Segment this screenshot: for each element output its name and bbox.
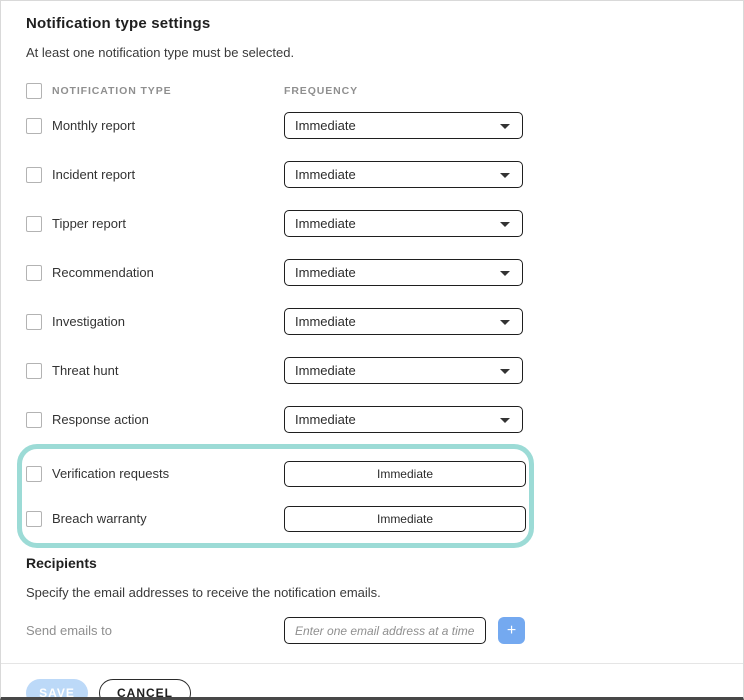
chevron-down-icon	[500, 369, 510, 374]
table-row	[26, 346, 718, 395]
action-bar	[1, 664, 743, 700]
frequency-dropdown[interactable]	[284, 210, 523, 237]
frequency-value: Immediate	[295, 265, 356, 280]
row-checkbox[interactable]	[26, 412, 42, 428]
row-label: Incident report	[52, 167, 136, 182]
frequency-value: Immediate	[295, 167, 356, 182]
row-label: Verification requests	[52, 466, 170, 481]
frequency-value: Immediate	[295, 363, 356, 378]
chevron-down-icon	[500, 222, 510, 227]
row-label: Threat hunt	[52, 363, 119, 378]
recipients-title: Recipients	[26, 555, 97, 571]
plus-icon: +	[506, 621, 517, 639]
frequency-dropdown[interactable]	[284, 161, 523, 188]
row-checkbox[interactable]	[26, 118, 42, 134]
frequency-dropdown[interactable]	[284, 357, 523, 384]
row-checkbox[interactable]	[26, 511, 42, 527]
add-email-button[interactable]	[498, 617, 525, 644]
frequency-dropdown[interactable]	[284, 308, 523, 335]
cancel-button[interactable]: CANCEL	[99, 679, 191, 700]
row-label: Response action	[52, 412, 149, 427]
frequency-button[interactable]	[284, 506, 526, 532]
frequency-value: Immediate	[295, 412, 356, 427]
chevron-down-icon	[500, 271, 510, 276]
frequency-value: Immediate	[295, 118, 356, 133]
row-checkbox[interactable]	[26, 314, 42, 330]
row-checkbox[interactable]	[26, 216, 42, 232]
table-header-row	[26, 81, 718, 101]
frequency-value: Immediate	[295, 314, 356, 329]
page-subtitle: At least one notification type must be selected.	[26, 45, 295, 60]
table-row-highlighted	[26, 496, 529, 541]
row-label: Breach warranty	[52, 511, 147, 526]
column-header-frequency: FREQUENCY	[284, 85, 359, 97]
chevron-down-icon	[500, 418, 510, 423]
row-checkbox[interactable]	[26, 265, 42, 281]
frequency-dropdown[interactable]	[284, 406, 523, 433]
column-header-notification-type: NOTIFICATION TYPE	[52, 85, 172, 97]
select-all-checkbox[interactable]	[26, 83, 42, 99]
chevron-down-icon	[500, 173, 510, 178]
frequency-value: Immediate	[295, 216, 356, 231]
row-checkbox[interactable]	[26, 466, 42, 482]
email-input[interactable]	[284, 617, 486, 644]
row-checkbox[interactable]	[26, 363, 42, 379]
send-emails-row	[26, 617, 718, 644]
frequency-dropdown[interactable]	[284, 259, 523, 286]
highlight-outline	[17, 444, 534, 548]
row-label: Monthly report	[52, 118, 136, 133]
chevron-down-icon	[500, 124, 510, 129]
save-button[interactable]: SAVE	[26, 679, 88, 700]
chevron-down-icon	[500, 320, 510, 325]
table-row	[26, 150, 718, 199]
recipients-description: Specify the email addresses to receive the notification emails.	[26, 585, 381, 600]
row-checkbox[interactable]	[26, 167, 42, 183]
table-row-highlighted	[26, 451, 529, 496]
row-label: Tipper report	[52, 216, 126, 231]
table-row	[26, 199, 718, 248]
send-emails-label: Send emails to	[26, 623, 112, 638]
table-row	[26, 248, 718, 297]
page-title: Notification type settings	[26, 15, 211, 32]
frequency-dropdown[interactable]	[284, 112, 523, 139]
frequency-value: Immediate	[376, 511, 434, 526]
table-row	[26, 101, 718, 150]
row-label: Investigation	[52, 314, 125, 329]
table-row	[26, 395, 718, 444]
frequency-button[interactable]	[284, 461, 526, 487]
frequency-value: Immediate	[376, 466, 434, 481]
row-label: Recommendation	[52, 265, 154, 280]
table-row	[26, 297, 718, 346]
